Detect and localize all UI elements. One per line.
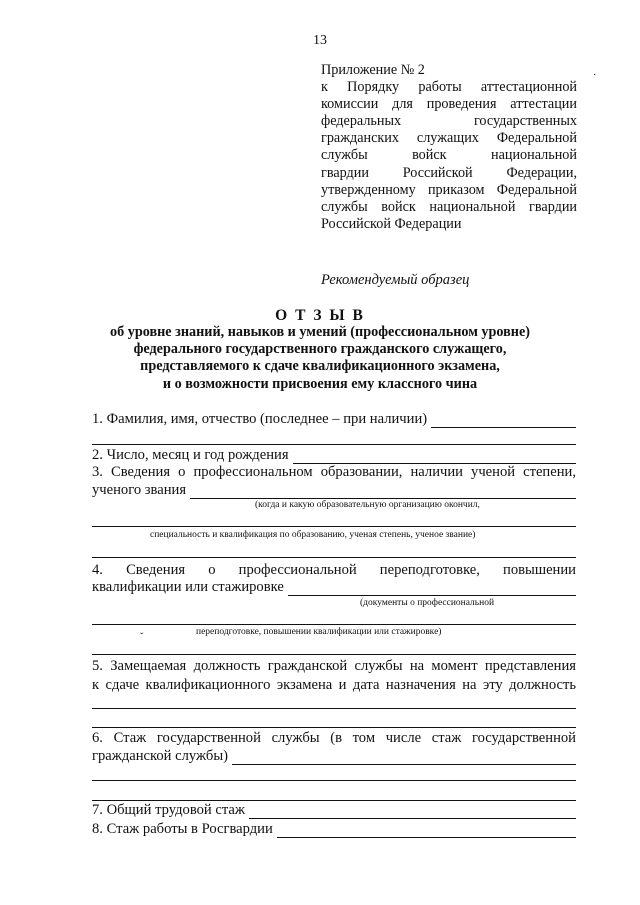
- field-total-experience: [92, 801, 576, 819]
- blank-line[interactable]: [92, 526, 576, 527]
- field-retraining-line1: 4. Сведения о профессиональной переподготовке, повышении: [92, 562, 576, 578]
- appendix-line: службы войск национальной гвардии: [321, 198, 577, 215]
- fill-line[interactable]: [288, 581, 576, 596]
- field-full-name: [92, 410, 576, 428]
- field-position-line2: к сдаче квалификационного экзамена и дата назначения на эту должность: [92, 677, 576, 693]
- field-retraining: [92, 578, 576, 596]
- appendix-line: Российской Федерации: [321, 215, 462, 232]
- field-service: [92, 747, 576, 765]
- blank-line[interactable]: [92, 444, 576, 445]
- subtitle-line: и о возможности присвоения ему классного чина: [162, 375, 478, 392]
- stray-mark: ·: [593, 70, 597, 81]
- education-note: (когда и какую образовательную организацию окончил,: [255, 500, 480, 510]
- field-service-line1: 6. Стаж государственной службы (в том числе стаж государственной: [92, 730, 576, 746]
- appendix-line: гражданских служащих Федеральной: [321, 130, 577, 147]
- appendix-line: гвардии Российской Федерации,: [321, 164, 577, 181]
- field-label: 1. Фамилия, имя, отчество (последнее – при наличии): [92, 411, 428, 427]
- page-number: 13: [313, 33, 327, 48]
- blank-line[interactable]: [92, 708, 576, 709]
- sample-label: Рекомендуемый образец: [321, 272, 470, 288]
- retraining-note: переподготовке, повышении квалификации или стажировке): [196, 627, 442, 637]
- field-position-line1: 5. Замещаемая должность гражданской службы на момент представления: [92, 658, 576, 674]
- blank-line[interactable]: [92, 557, 576, 558]
- field-label: ученого звания: [92, 482, 187, 498]
- field-label: 8. Стаж работы в Росгвардии: [92, 821, 273, 837]
- retraining-note: (документы о профессиональной: [360, 598, 495, 608]
- fill-line[interactable]: [431, 413, 576, 428]
- document-title: О Т З Ы В: [275, 307, 365, 324]
- subtitle-line: федерального государственного гражданского служащего,: [133, 341, 507, 358]
- stray-mark: ˇ: [140, 632, 144, 643]
- appendix-line: федеральных государственных: [321, 113, 577, 130]
- appendix-block: [321, 62, 577, 233]
- field-label: 7. Общий трудовой стаж: [92, 802, 245, 818]
- appendix-line: комиссии для проведения аттестации: [321, 96, 577, 113]
- fill-line[interactable]: [190, 484, 576, 499]
- field-education: [92, 481, 576, 499]
- education-note: специальность и квалификация по образованию, ученая степень, ученое звание): [150, 530, 476, 540]
- fill-line[interactable]: [293, 449, 576, 464]
- field-birth-date: [92, 446, 576, 464]
- blank-line[interactable]: [92, 624, 576, 625]
- field-rosgvardia-experience: [92, 820, 576, 838]
- document-subtitle: [60, 324, 580, 393]
- appendix-line: к Порядку работы аттестационной: [321, 79, 577, 96]
- fill-line[interactable]: [277, 823, 576, 838]
- field-label: гражданской службы): [92, 748, 228, 764]
- blank-line[interactable]: [92, 654, 576, 655]
- field-label: квалификации или стажировке: [92, 579, 284, 595]
- field-label: 2. Число, месяц и год рождения: [92, 447, 289, 463]
- blank-line[interactable]: [92, 727, 576, 728]
- fill-line[interactable]: [232, 750, 576, 765]
- subtitle-line: об уровне знаний, навыков и умений (профессиональном уровне): [109, 324, 530, 340]
- appendix-line: Приложение № 2: [321, 62, 425, 78]
- appendix-line: утвержденному приказом Федеральной: [321, 181, 577, 198]
- subtitle-line: представляемого к сдаче квалификационного экзамена,: [140, 358, 500, 375]
- blank-line[interactable]: [92, 780, 576, 781]
- appendix-line: службы войск национальной: [321, 147, 577, 164]
- field-education-line1: 3. Сведения о профессиональном образовании, наличии ученой степени,: [92, 464, 576, 480]
- fill-line[interactable]: [249, 804, 576, 819]
